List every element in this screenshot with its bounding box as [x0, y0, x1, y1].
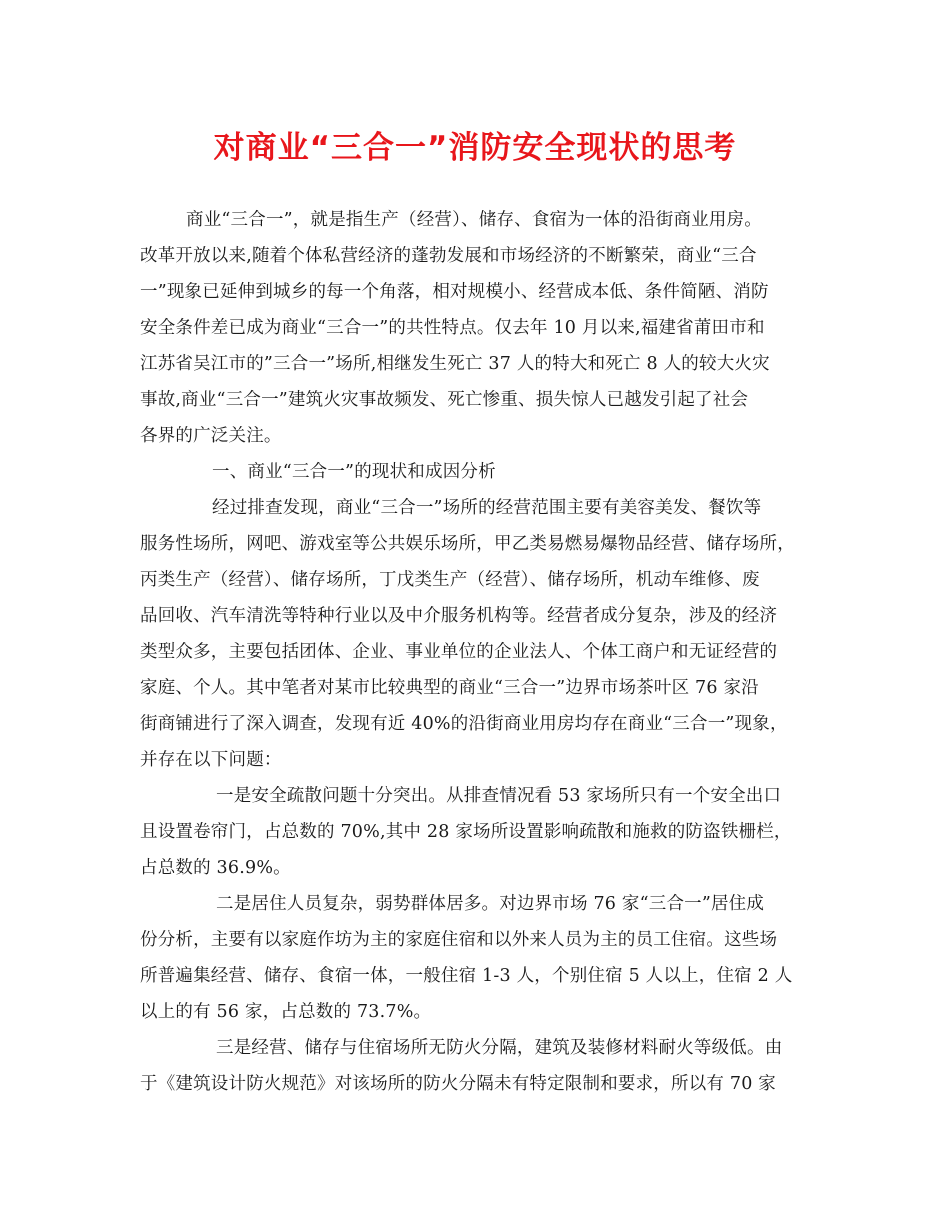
paragraph-4-line-2: 份分析，主要有以家庭作坊为主的家庭住宿和以外来人员为主的员工住宿。这些场 — [140, 930, 778, 950]
section-heading-1: 一、商业“三合一”的现状和成因分析 — [212, 462, 496, 482]
paragraph-1-line-1: 商业“三合一”，就是指生产（经营）、储存、食宿为一体的沿街商业用房。 — [186, 210, 762, 230]
paragraph-2-line-2: 服务性场所，网吧、游戏室等公共娱乐场所，甲乙类易燃易爆物品经营、储存场所， — [140, 534, 795, 554]
paragraph-3-line-2: 且设置卷帘门，占总数的 70%,其中 28 家场所设置影响疏散和施救的防盗铁栅栏， — [140, 822, 792, 842]
paragraph-2-line-6: 家庭、个人。其中笔者对某市比较典型的商业“三合一”边界市场茶叶区 76 家沿 — [140, 678, 759, 698]
paragraph-3-line-1: 一是安全疏散问题十分突出。从排查情况看 53 家场所只有一个安全出口 — [216, 786, 782, 806]
paragraph-1-line-3: 一”现象已延伸到城乡的每一个角落，相对规模小、经营成本低、条件简陋、消防 — [140, 282, 769, 302]
paragraph-2-line-4: 品回收、汽车清洗等特种行业以及中介服务机构等。经营者成分复杂，涉及的经济 — [140, 606, 778, 626]
paragraph-1-line-7: 各界的广泛关注。 — [140, 426, 282, 446]
paragraph-1-line-4: 安全条件差已成为商业“三合一”的共性特点。仅去年 10 月以来,福建省莆田市和 — [140, 318, 765, 338]
paragraph-4-line-3: 所普遍集经营、储存、食宿一体，一般住宿 1-3 人，个别住宿 5 人以上，住宿 2 人 — [140, 966, 793, 986]
paragraph-2-line-5: 类型众多，主要包括团体、企业、事业单位的企业法人、个体工商户和无证经营的 — [140, 642, 778, 662]
paragraph-3-line-3: 占总数的 36.9%。 — [140, 858, 291, 878]
paragraph-2-line-8: 并存在以下问题： — [140, 750, 282, 770]
paragraph-2-line-1: 经过排查发现，商业“三合一”场所的经营范围主要有美容美发、餐饮等 — [212, 498, 762, 518]
paragraph-2-line-3: 丙类生产（经营）、储存场所，丁戊类生产（经营）、储存场所，机动车维修、废 — [140, 570, 760, 590]
paragraph-1-line-6: 事故,商业“三合一”建筑火灾事故频发、死亡惨重、损失惊人已越发引起了社会 — [140, 390, 749, 410]
paragraph-4-line-1: 二是居住人员复杂，弱势群体居多。对边界市场 76 家“三合一”居住成 — [216, 894, 765, 914]
paragraph-5-line-1: 三是经营、储存与住宿场所无防火分隔，建筑及装修材料耐火等级低。由 — [216, 1038, 783, 1058]
paragraph-1-line-2: 改革开放以来,随着个体私营经济的蓬勃发展和市场经济的不断繁荣，商业“三合 — [140, 246, 757, 266]
paragraph-1-line-5: 江苏省吴江市的”三合一”场所,相继发生死亡 37 人的特大和死亡 8 人的较大火灾 — [140, 354, 770, 374]
paragraph-4-line-4: 以上的有 56 家，占总数的 73.7%。 — [140, 1002, 432, 1022]
paragraph-5-line-2: 于《建筑设计防火规范》对该场所的防火分隔未有特定限制和要求，所以有 70 家 — [140, 1074, 776, 1094]
paragraph-2-line-7: 街商铺进行了深入调查，发现有近 40%的沿街商业用房均存在商业“三合一”现象， — [140, 714, 788, 734]
document-title: 对商业“三合一”消防安全现状的思考 — [213, 130, 737, 166]
